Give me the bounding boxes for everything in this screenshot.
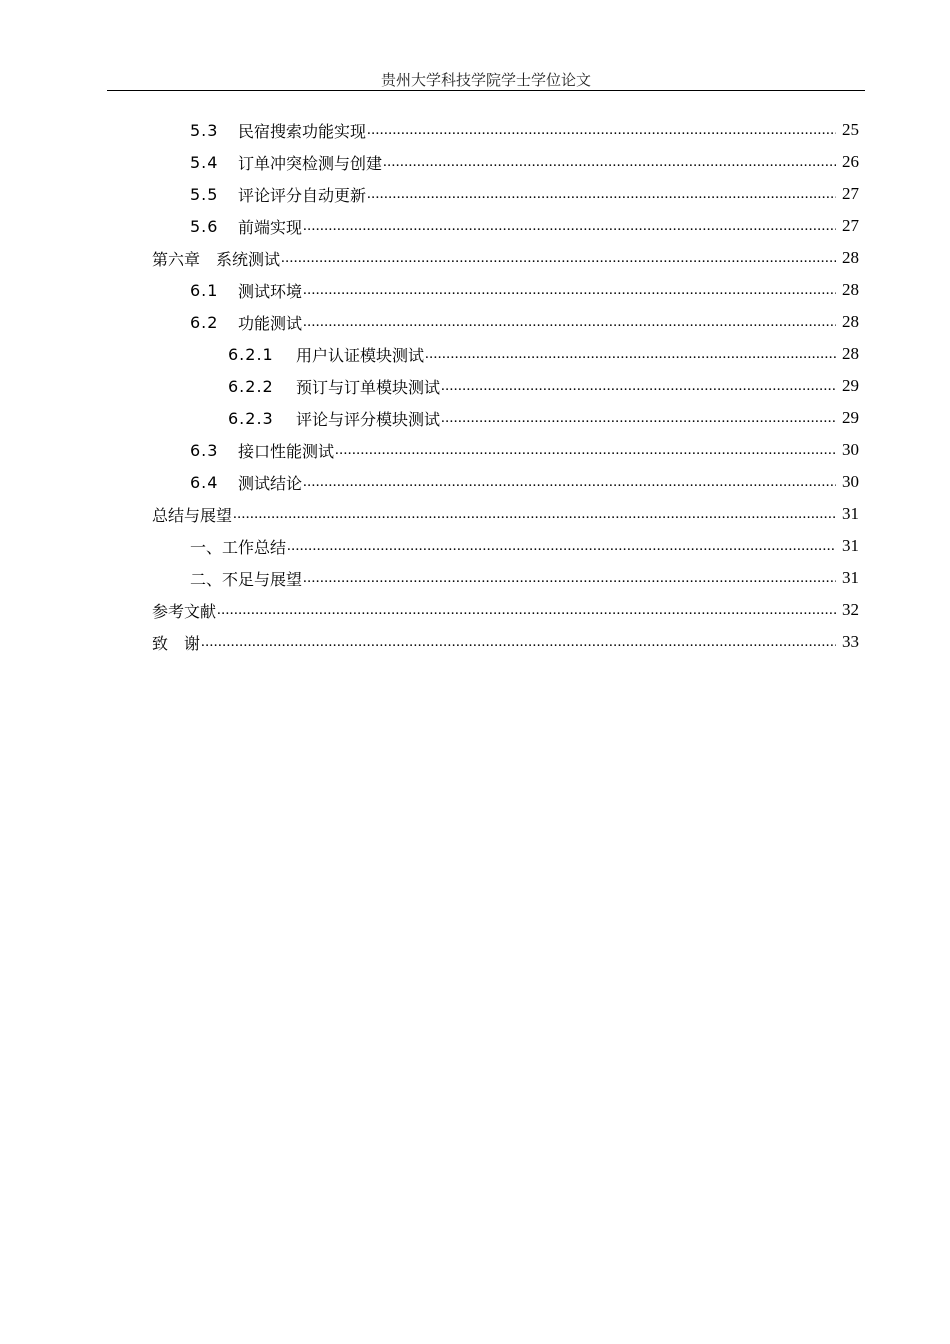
toc-leader-dots (233, 506, 836, 523)
toc-page-number: 33 (842, 632, 859, 651)
toc-entry-references[interactable] (152, 594, 859, 626)
toc-page-number: 26 (842, 152, 859, 171)
toc-entry-5-4[interactable] (190, 146, 859, 178)
toc-page-number: 28 (842, 280, 859, 299)
toc-page-number: 30 (842, 472, 859, 491)
toc-leader-dots (303, 314, 836, 331)
toc-number: 6.2.2 (228, 376, 274, 396)
toc-leader-dots (303, 218, 836, 235)
toc-leader-dots (303, 570, 836, 587)
toc-title: 测试环境 (238, 281, 303, 301)
toc-title: 民宿搜索功能实现 (238, 121, 367, 141)
toc-page-number: 31 (842, 568, 859, 587)
toc-entry-6-2-2[interactable] (228, 370, 859, 402)
toc-page-number: 32 (842, 600, 859, 619)
toc-title: 二、不足与展望 (190, 569, 303, 589)
toc-title: 致 谢 (152, 633, 201, 653)
toc-leader-dots (303, 474, 836, 491)
toc-entry-5-5[interactable] (190, 178, 859, 210)
toc-leader-dots (367, 122, 836, 139)
toc-number: 6.2.1 (228, 344, 274, 364)
toc-title: 一、工作总结 (190, 537, 287, 557)
toc-page-number: 30 (842, 440, 859, 459)
toc-page-number: 27 (842, 216, 859, 235)
toc-entry-5-6[interactable] (190, 210, 859, 242)
toc-page-number: 27 (842, 184, 859, 203)
toc-entry-summary[interactable] (152, 498, 859, 530)
toc-leader-dots (425, 346, 836, 363)
toc-page-number: 28 (842, 248, 859, 267)
toc-number: 6.2 (190, 312, 219, 332)
toc-title: 功能测试 (238, 313, 303, 333)
toc-leader-dots (303, 282, 836, 299)
toc-number: 6.2.3 (228, 408, 274, 428)
toc-title: 前端实现 (238, 217, 303, 237)
toc-number: 5.3 (190, 120, 219, 140)
toc-title: 接口性能测试 (238, 441, 335, 461)
toc-title: 预订与订单模块测试 (296, 377, 441, 397)
toc-page-number: 28 (842, 312, 859, 331)
header-rule (107, 90, 865, 91)
toc-entry-6-3[interactable] (190, 434, 859, 466)
toc-title: 总结与展望 (152, 505, 233, 525)
toc-entry-6-1[interactable] (190, 274, 859, 306)
toc-entry-6-2-3[interactable] (228, 402, 859, 434)
toc-number: 6.1 (190, 280, 219, 300)
toc-leader-dots (287, 538, 836, 555)
toc-title: 评论评分自动更新 (238, 185, 367, 205)
toc-entry-work-summary[interactable] (190, 530, 859, 562)
toc-leader-dots (441, 410, 836, 427)
toc-page-number: 29 (842, 408, 859, 427)
toc-page-number: 31 (842, 536, 859, 555)
toc-entry-chapter-6[interactable] (152, 242, 859, 274)
toc-title: 用户认证模块测试 (296, 345, 425, 365)
toc-title: 订单冲突检测与创建 (238, 153, 383, 173)
toc-leader-dots (335, 442, 836, 459)
toc-leader-dots (383, 154, 836, 171)
toc-title: 测试结论 (238, 473, 303, 493)
toc-number: 5.5 (190, 184, 219, 204)
toc-title: 第六章 系统测试 (152, 249, 281, 269)
toc-entry-6-2-1[interactable] (228, 338, 859, 370)
toc-leader-dots (281, 250, 836, 267)
toc-page-number: 31 (842, 504, 859, 523)
toc-entry-5-3[interactable] (190, 114, 859, 146)
toc-page-number: 29 (842, 376, 859, 395)
toc-title: 参考文献 (152, 601, 217, 621)
toc-leader-dots (367, 186, 836, 203)
toc-entry-acknowledgements[interactable] (152, 626, 859, 658)
toc-number: 6.4 (190, 472, 219, 492)
toc-leader-dots (441, 378, 836, 395)
toc-title: 评论与评分模块测试 (296, 409, 441, 429)
toc-page-number: 28 (842, 344, 859, 363)
toc-number: 6.3 (190, 440, 219, 460)
toc-entry-6-2[interactable] (190, 306, 859, 338)
toc-number: 5.4 (190, 152, 219, 172)
toc-entry-6-4[interactable] (190, 466, 859, 498)
toc-leader-dots (217, 602, 836, 619)
toc-number: 5.6 (190, 216, 219, 236)
toc-leader-dots (201, 634, 836, 651)
toc-entry-shortcomings[interactable] (190, 562, 859, 594)
page-header: 贵州大学科技学院学士学位论文 (380, 71, 591, 89)
toc-page-number: 25 (842, 120, 859, 139)
